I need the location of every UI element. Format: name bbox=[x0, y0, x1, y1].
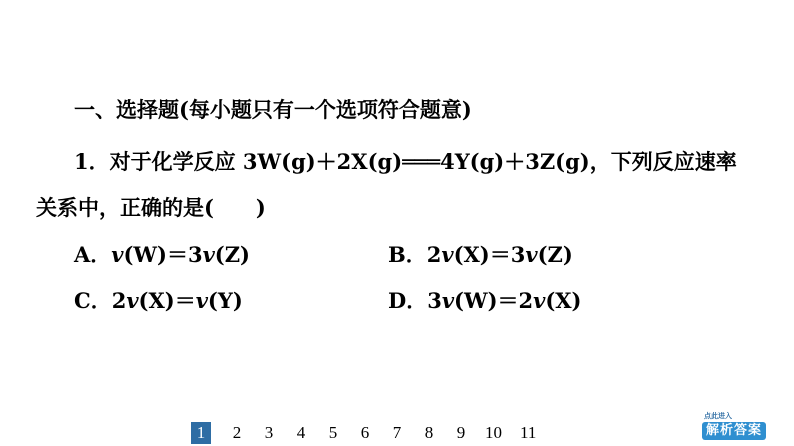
question-line-2: 关系中，正确的是( ) bbox=[36, 195, 266, 220]
page-navigation bbox=[191, 422, 552, 444]
page-link-10[interactable]: 10 bbox=[485, 423, 502, 442]
page-link-9[interactable]: 9 bbox=[456, 423, 466, 442]
page-link-11[interactable]: 11 bbox=[520, 423, 537, 442]
section-title: 一、选择题(每小题只有一个选项符合题意) bbox=[74, 97, 472, 122]
option-a[interactable]: A．v(W)＝3v(Z) bbox=[74, 242, 250, 267]
option-c[interactable]: C．2v(X)＝v(Y) bbox=[74, 288, 243, 313]
question-number: 1． bbox=[74, 149, 110, 174]
page-link-3[interactable]: 3 bbox=[264, 423, 274, 442]
option-label: C． bbox=[74, 288, 112, 313]
page-link-7[interactable]: 7 bbox=[392, 423, 402, 442]
view-answer-button[interactable] bbox=[702, 412, 782, 442]
option-b[interactable]: B．2v(X)＝3v(Z) bbox=[388, 242, 573, 267]
page-link-2[interactable]: 2 bbox=[232, 423, 242, 442]
page-link-6[interactable]: 6 bbox=[360, 423, 370, 442]
option-d[interactable]: D．3v(W)＝2v(X) bbox=[388, 288, 582, 313]
page-link-8[interactable]: 8 bbox=[424, 423, 434, 442]
page-link-4[interactable]: 4 bbox=[296, 423, 306, 442]
question-text-1: 对于化学反应 3W(g)＋2X(g)═══4Y(g)＋3Z(g)，下列反应速率 bbox=[109, 149, 737, 174]
option-label: D． bbox=[388, 288, 428, 313]
answer-button-caption: 点此进入 bbox=[704, 412, 732, 420]
answer-button-label: 解析答案 bbox=[702, 422, 766, 440]
page-link-5[interactable]: 5 bbox=[328, 423, 338, 442]
option-label: B． bbox=[388, 242, 427, 267]
page-link-1[interactable]: 1 bbox=[191, 422, 211, 444]
question-line-1 bbox=[74, 147, 737, 177]
option-label: A． bbox=[74, 242, 112, 267]
